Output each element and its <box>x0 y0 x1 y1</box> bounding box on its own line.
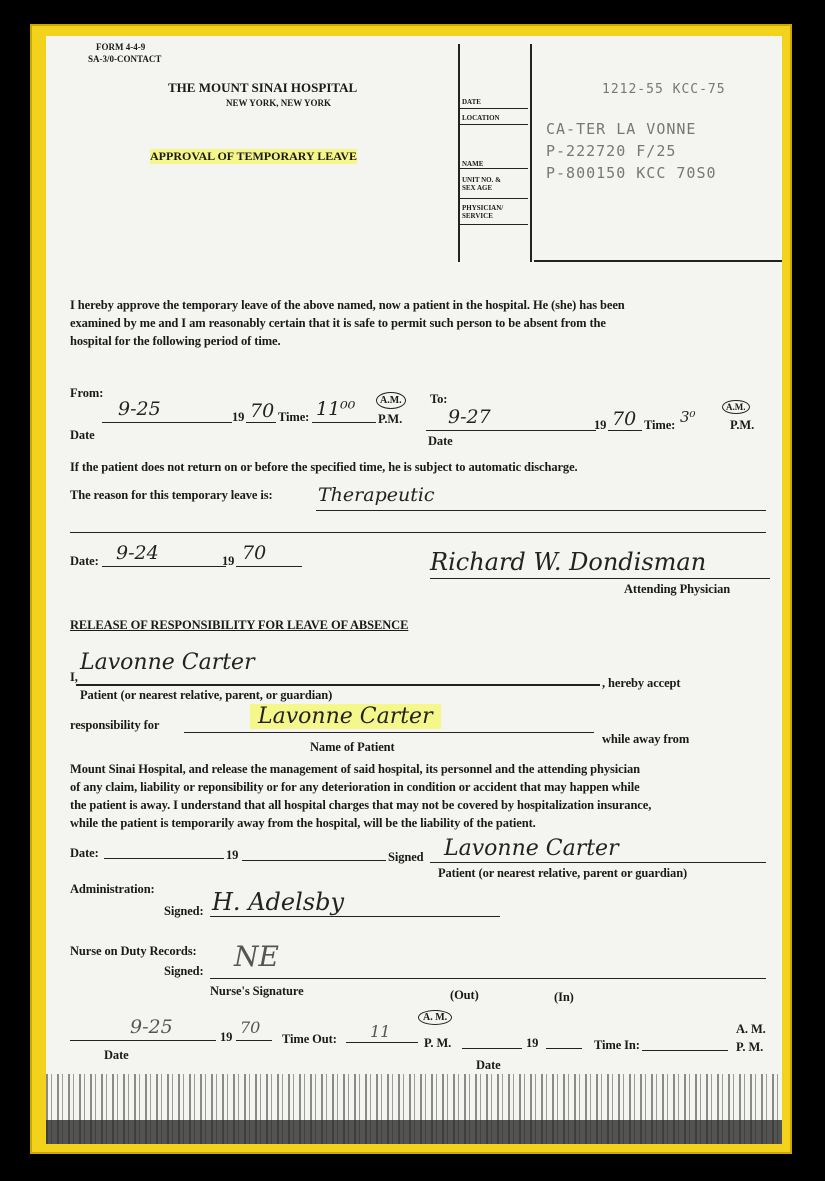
time-in-line <box>642 1050 728 1051</box>
from-year: 70 <box>250 400 275 422</box>
hospital-name: THE MOUNT SINAI HOSPITAL <box>168 80 358 95</box>
bottom-year-prefix-2: 19 <box>526 1036 539 1050</box>
from-year-prefix: 19 <box>232 410 245 424</box>
signed-date-line <box>102 566 226 567</box>
patient-id-box <box>458 44 532 262</box>
to-time: 3⁰ <box>680 408 696 426</box>
responsibility-label: responsibility for <box>70 718 160 732</box>
from-time: 11⁰⁰ <box>316 398 356 420</box>
time-label: Time: <box>278 410 310 424</box>
nurse-label: Nurse on Duty Records: <box>70 944 197 958</box>
bottom-date-line <box>70 1040 216 1041</box>
id-unit-label: UNIT NO. & SEX AGE <box>462 176 501 192</box>
from-date: 9-25 <box>118 398 161 420</box>
to-year: 70 <box>612 408 637 430</box>
id-box-divider <box>458 198 528 199</box>
physician-line <box>430 578 770 579</box>
form-title: APPROVAL OF TEMPORARY LEAVE <box>150 149 358 163</box>
signed-date-label: Date: <box>70 554 99 568</box>
release-signature: Lavonne Carter <box>444 836 619 861</box>
id-box-divider <box>458 124 528 125</box>
guardian-line <box>76 684 600 686</box>
signed-year-prefix: 19 <box>222 554 235 568</box>
admin-signature: H. Adelsby <box>212 888 344 916</box>
release-signature-line <box>430 862 766 863</box>
bottom-date-2-line <box>462 1048 522 1049</box>
id-box-divider <box>458 168 528 169</box>
id-box-divider <box>458 224 528 225</box>
release-signed-label: Signed <box>388 850 424 864</box>
release-date-label: Date: <box>70 846 99 860</box>
hereby-accept: , hereby accept <box>602 676 681 690</box>
release-year-line <box>242 860 386 861</box>
release-text-line: of any claim, liability or reponsibility or for any deterioration in condition or accident that may happen while <box>70 780 640 794</box>
bottom-year: 70 <box>240 1018 261 1037</box>
to-date-line <box>426 430 596 431</box>
bottom-date: 9-25 <box>130 1016 173 1038</box>
name-of-patient-caption: Name of Patient <box>310 740 395 754</box>
time-out-label: Time Out: <box>282 1032 337 1046</box>
physician-signature: Richard W. Dondisman <box>430 548 707 576</box>
reason-line-2 <box>70 532 766 533</box>
signed-year: 70 <box>242 542 267 564</box>
guardian-name: Lavonne Carter <box>80 650 255 675</box>
in-label: (In) <box>554 990 574 1004</box>
admin-label: Administration: <box>70 882 155 896</box>
id-location-label: LOCATION <box>462 114 500 122</box>
approval-text-line: examined by me and I am reasonably certain that it is safe to permit such person to be absent from the <box>70 316 606 330</box>
id-name-label: NAME <box>462 160 484 168</box>
id-box-divider <box>458 108 528 109</box>
release-text-line: the patient is away. I understand that all hospital charges that may not be covered by hospitalization insurance, <box>70 798 652 812</box>
bottom-year-2-line <box>546 1048 582 1049</box>
bottom-date-caption: Date <box>104 1048 129 1062</box>
to-am-circled: A.M. <box>722 400 750 414</box>
release-text-line: Mount Sinai Hospital, and release the management of said hospital, its personnel and the attending physician <box>70 762 640 776</box>
while-away: while away from <box>602 732 690 746</box>
from-label: From: <box>70 386 104 400</box>
nurse-caption: Nurse's Signature <box>210 984 304 998</box>
patient-name: Lavonne Carter <box>250 704 441 729</box>
id-date-label: DATE <box>462 98 481 106</box>
stamp-line: 1212-55 KCC-75 <box>602 82 726 97</box>
signed-date: 9-24 <box>116 542 159 564</box>
guardian-caption: Patient (or nearest relative, parent, or guardian) <box>80 688 333 702</box>
physician-caption: Attending Physician <box>624 582 731 596</box>
pm-label: P.M. <box>378 412 403 426</box>
reason-line <box>316 510 766 511</box>
time-out-line <box>346 1042 418 1043</box>
bottom-time: 11 <box>370 1022 391 1041</box>
admin-signed-label: Signed: <box>164 904 204 918</box>
id-physician-label: PHYSICIAN/ SERVICE <box>462 204 504 220</box>
bottom-am: A. M. <box>418 1010 452 1025</box>
bottom-year-line <box>236 1040 272 1041</box>
stamp-line: P-800150 KCC 70S0 <box>546 164 717 182</box>
reason-label: The reason for this temporary leave is: <box>70 488 273 502</box>
reason-value: Therapeutic <box>318 484 435 506</box>
discharge-notice: If the patient does not return on or before the specified time, he is subject to automatic discharge. <box>70 460 578 474</box>
patient-name-line <box>184 732 594 733</box>
bottom-am-2: A. M. <box>736 1022 766 1036</box>
stamp-line: P-222720 F/25 <box>546 142 677 160</box>
from-time-line <box>312 422 376 423</box>
signed-year-line <box>236 566 302 567</box>
form-code: SA-3/0-CONTACT <box>88 54 162 64</box>
bottom-date-caption-2: Date <box>476 1058 501 1072</box>
to-date: 9-27 <box>448 406 491 428</box>
nurse-signed-label: Signed: <box>164 964 204 978</box>
scan-edge <box>46 1120 782 1144</box>
time-in-label: Time In: <box>594 1038 640 1052</box>
date-caption: Date <box>70 428 95 442</box>
to-label: To: <box>430 392 448 406</box>
nurse-line <box>210 978 766 979</box>
release-heading: RELEASE OF RESPONSIBILITY FOR LEAVE OF ABSENCE <box>70 618 409 632</box>
to-year-line <box>608 430 642 431</box>
bottom-year-prefix: 19 <box>220 1030 233 1044</box>
form-number: FORM 4-4-9 <box>96 42 146 52</box>
nurse-signature: NE <box>234 940 279 973</box>
hospital-city: NEW YORK, NEW YORK <box>226 98 332 108</box>
id-box-bottom <box>534 260 782 262</box>
release-date-line <box>104 858 224 859</box>
from-year-line <box>246 422 276 423</box>
to-date-caption: Date <box>428 434 453 448</box>
bottom-pm-2: P. M. <box>736 1040 764 1054</box>
admin-line <box>210 916 500 917</box>
am-circled: A.M. <box>376 392 406 409</box>
from-date-line <box>102 422 232 423</box>
i-label: I, <box>70 670 78 684</box>
release-text-line: while the patient is temporarily away from the hospital, will be the liability of the patient. <box>70 816 536 830</box>
to-time-label: Time: <box>644 418 676 432</box>
form-page <box>46 36 782 1144</box>
out-label: (Out) <box>450 988 479 1002</box>
bottom-pm: P. M. <box>424 1036 452 1050</box>
to-pm-label: P.M. <box>730 418 755 432</box>
stamp-line: CA-TER LA VONNE <box>546 120 697 138</box>
approval-text-line: hospital for the following period of time. <box>70 334 281 348</box>
release-year-prefix: 19 <box>226 848 239 862</box>
approval-text-line: I hereby approve the temporary leave of the above named, now a patient in the hospital. He (she) has been <box>70 298 625 312</box>
to-year-prefix: 19 <box>594 418 607 432</box>
release-signed-caption: Patient (or nearest relative, parent or guardian) <box>438 866 688 880</box>
